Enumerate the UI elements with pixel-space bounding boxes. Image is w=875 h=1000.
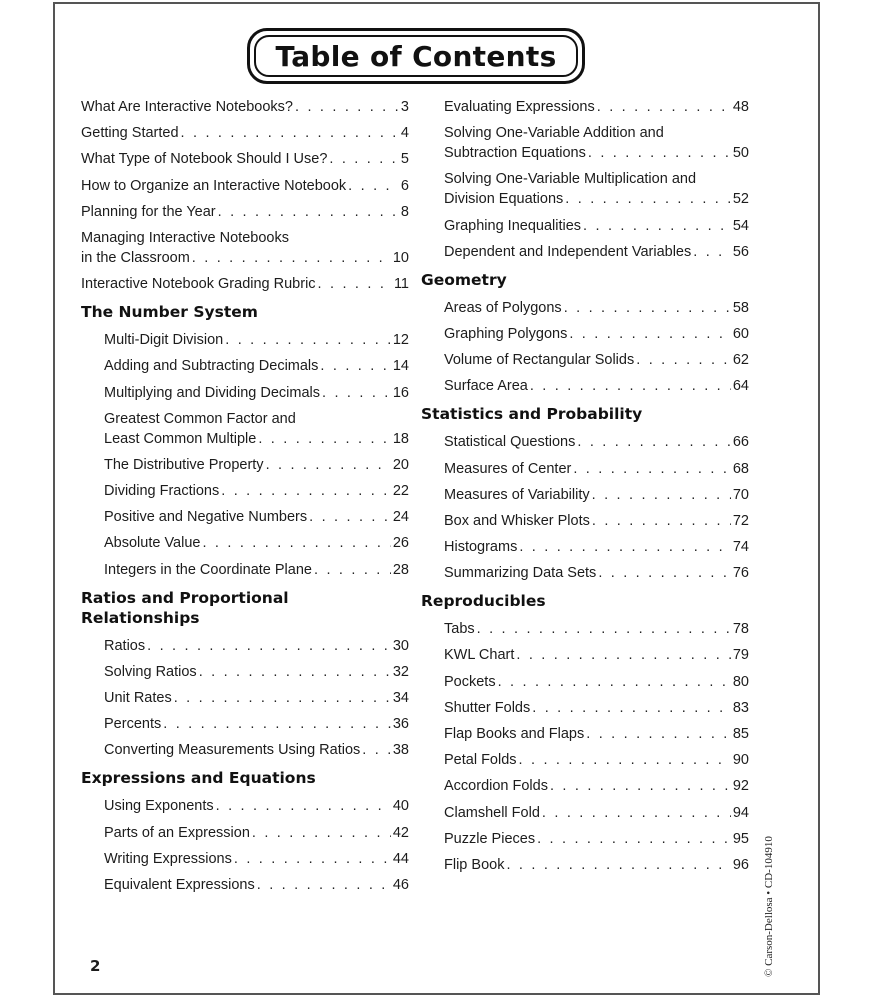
entry-title: Dividing Fractions bbox=[104, 483, 220, 500]
toc-entry[interactable] bbox=[444, 563, 749, 583]
dot-leader bbox=[362, 740, 391, 760]
dot-leader bbox=[693, 242, 731, 262]
dot-leader bbox=[532, 698, 731, 718]
dot-leader bbox=[565, 189, 731, 209]
toc-entry[interactable] bbox=[104, 849, 409, 869]
entry-title: Positive and Negative Numbers bbox=[104, 509, 308, 526]
toc-entry[interactable] bbox=[444, 672, 749, 692]
section-heading-geometry: Geometry bbox=[421, 270, 507, 289]
entry-page: 18 bbox=[392, 430, 409, 447]
entry-title-line1: Managing Interactive Notebooks bbox=[81, 229, 289, 246]
toc-entry[interactable] bbox=[104, 481, 409, 501]
entry-title-line1: Greatest Common Factor and bbox=[104, 410, 296, 427]
dot-leader bbox=[519, 750, 731, 770]
entry-page: 12 bbox=[392, 332, 409, 349]
section-heading-statistics: Statistics and Probability bbox=[421, 405, 643, 424]
toc-entry[interactable] bbox=[444, 242, 749, 262]
dot-leader bbox=[318, 274, 392, 294]
dot-leader bbox=[506, 855, 730, 875]
entry-title-line1: Solving One-Variable Multiplication and bbox=[444, 171, 697, 188]
entry-page: 48 bbox=[732, 99, 749, 115]
toc-entry[interactable] bbox=[444, 803, 749, 823]
dot-leader bbox=[147, 636, 391, 656]
dot-leader bbox=[477, 619, 731, 639]
toc-entry[interactable] bbox=[444, 324, 749, 344]
toc-entry[interactable] bbox=[104, 688, 409, 708]
toc-entry[interactable] bbox=[444, 459, 749, 479]
section-heading-line2: Relationships bbox=[81, 608, 200, 627]
entry-title: Histograms bbox=[444, 539, 518, 556]
dot-leader bbox=[348, 176, 399, 196]
entry-title: What Are Interactive Notebooks? bbox=[81, 99, 293, 115]
dot-leader bbox=[569, 324, 731, 344]
entry-title: Solving Ratios bbox=[104, 663, 197, 680]
entry-page: 14 bbox=[392, 358, 409, 375]
entry-page: 68 bbox=[732, 460, 749, 477]
toc-entry[interactable] bbox=[81, 149, 409, 169]
entry-title: Absolute Value bbox=[104, 535, 201, 552]
entry-page: 46 bbox=[392, 876, 409, 893]
toc-entry[interactable] bbox=[104, 455, 409, 475]
entry-title-line2: Division Equations bbox=[444, 191, 564, 208]
toc-entry[interactable] bbox=[104, 636, 409, 656]
entry-title: Measures of Variability bbox=[444, 486, 590, 503]
dot-leader bbox=[586, 724, 731, 744]
entry-page: 56 bbox=[732, 243, 749, 260]
entry-page: 34 bbox=[392, 690, 409, 706]
entry-page: 92 bbox=[732, 778, 749, 795]
toc-entry[interactable] bbox=[444, 169, 749, 209]
dot-leader bbox=[588, 143, 731, 163]
dot-leader bbox=[530, 376, 731, 396]
toc-entry[interactable] bbox=[444, 855, 749, 875]
entry-title: Statistical Questions bbox=[444, 434, 576, 451]
toc-entry[interactable] bbox=[81, 228, 409, 268]
entry-page: 32 bbox=[392, 663, 409, 680]
entry-page: 85 bbox=[732, 726, 749, 742]
section-heading-reproducibles: Reproducibles bbox=[421, 592, 546, 611]
entry-page: 70 bbox=[732, 486, 749, 503]
entry-title: Box and Whisker Plots bbox=[444, 512, 590, 529]
dot-leader bbox=[309, 507, 391, 527]
dot-leader bbox=[320, 356, 390, 376]
toc-entry[interactable] bbox=[444, 485, 749, 505]
entry-title: Unit Rates bbox=[104, 690, 172, 706]
dot-leader bbox=[181, 123, 399, 143]
section-heading-number-system: The Number System bbox=[81, 303, 258, 322]
entry-title-line1: Solving One-Variable Addition and bbox=[444, 125, 664, 142]
page-title: Table of Contents bbox=[275, 39, 557, 73]
toc-entry[interactable] bbox=[444, 750, 749, 770]
dot-leader bbox=[636, 350, 731, 370]
entry-title: Flap Books and Flaps bbox=[444, 726, 585, 742]
entry-page: 11 bbox=[393, 276, 409, 293]
entry-title: Parts of an Expression bbox=[104, 824, 250, 841]
entry-title: KWL Chart bbox=[444, 647, 515, 664]
entry-page: 58 bbox=[732, 299, 749, 316]
entry-title: Getting Started bbox=[81, 125, 179, 142]
dot-leader bbox=[537, 829, 731, 849]
dot-leader bbox=[322, 383, 391, 403]
toc-entry[interactable] bbox=[444, 97, 749, 117]
entry-page: 60 bbox=[732, 325, 749, 342]
entry-title: Integers in the Coordinate Plane bbox=[104, 561, 312, 578]
toc-entry[interactable] bbox=[104, 383, 409, 403]
entry-title: Graphing Inequalities bbox=[444, 217, 582, 234]
entry-page: 78 bbox=[732, 621, 749, 638]
toc-entry[interactable] bbox=[444, 619, 749, 639]
dot-leader bbox=[163, 714, 391, 734]
dot-leader bbox=[257, 875, 391, 895]
toc-entry[interactable] bbox=[444, 298, 749, 318]
toc-entry[interactable] bbox=[444, 776, 749, 796]
dot-leader bbox=[550, 776, 731, 796]
dot-leader bbox=[597, 97, 731, 117]
entry-title: Planning for the Year bbox=[81, 203, 216, 220]
section-heading-ratios bbox=[81, 588, 409, 628]
entry-page: 80 bbox=[732, 673, 749, 690]
dot-leader bbox=[266, 455, 391, 475]
section-heading-line1: Ratios and Proportional bbox=[81, 588, 289, 607]
toc-entry[interactable] bbox=[81, 202, 409, 222]
dot-leader bbox=[329, 149, 399, 169]
section-heading-expressions: Expressions and Equations bbox=[81, 769, 316, 788]
title-banner bbox=[247, 28, 585, 84]
toc-entry[interactable] bbox=[81, 123, 409, 143]
entry-page: 54 bbox=[732, 217, 749, 234]
dot-leader bbox=[592, 485, 731, 505]
entry-page: 52 bbox=[732, 191, 749, 208]
dot-leader bbox=[218, 202, 399, 222]
toc-entry[interactable] bbox=[104, 560, 409, 580]
toc-entry[interactable] bbox=[444, 432, 749, 452]
entry-title: Tabs bbox=[444, 621, 475, 638]
dot-leader bbox=[225, 330, 391, 350]
dot-leader bbox=[542, 803, 731, 823]
entry-title: Equivalent Expressions bbox=[104, 876, 255, 893]
entry-page: 95 bbox=[732, 830, 749, 847]
entry-title-line2: Subtraction Equations bbox=[444, 145, 586, 162]
title-banner-inner-border bbox=[254, 35, 578, 77]
entry-page: 6 bbox=[400, 177, 409, 194]
entry-title: The Distributive Property bbox=[104, 456, 264, 473]
dot-leader bbox=[498, 672, 731, 692]
entry-page: 40 bbox=[392, 798, 409, 815]
entry-page: 64 bbox=[732, 378, 749, 395]
entry-page: 26 bbox=[392, 535, 409, 552]
entry-title: Pockets bbox=[444, 673, 496, 690]
entry-page: 16 bbox=[392, 384, 409, 401]
toc-entry[interactable] bbox=[444, 645, 749, 665]
entry-page: 50 bbox=[732, 145, 749, 162]
entry-title: Surface Area bbox=[444, 378, 528, 395]
entry-title: Areas of Polygons bbox=[444, 299, 562, 316]
copyright-notice: © Carson-Dellosa • CD-104910 bbox=[763, 836, 775, 977]
dot-leader bbox=[598, 563, 731, 583]
toc-entry[interactable] bbox=[104, 714, 409, 734]
entry-page: 90 bbox=[732, 752, 749, 769]
entry-page: 72 bbox=[732, 512, 749, 529]
dot-leader bbox=[519, 537, 731, 557]
toc-entry[interactable] bbox=[104, 662, 409, 682]
toc-entry[interactable] bbox=[104, 330, 409, 350]
entry-title: Graphing Polygons bbox=[444, 325, 568, 342]
toc-entry[interactable] bbox=[444, 511, 749, 531]
toc-entry[interactable] bbox=[444, 376, 749, 396]
toc-left-column bbox=[81, 97, 409, 901]
toc-entry[interactable] bbox=[104, 507, 409, 527]
dot-leader bbox=[258, 429, 391, 449]
toc-entry[interactable] bbox=[444, 829, 749, 849]
dot-leader bbox=[199, 662, 391, 682]
entry-title: Ratios bbox=[104, 637, 146, 654]
dot-leader bbox=[295, 97, 399, 117]
entry-title: Clamshell Fold bbox=[444, 804, 540, 821]
entry-page: 62 bbox=[732, 352, 749, 369]
entry-page: 76 bbox=[732, 565, 749, 582]
toc-entry[interactable] bbox=[444, 216, 749, 236]
entry-page: 74 bbox=[732, 539, 749, 556]
entry-page: 94 bbox=[732, 804, 749, 821]
entry-page: 28 bbox=[392, 561, 409, 578]
entry-title-line2: Least Common Multiple bbox=[104, 430, 257, 447]
entry-page: 3 bbox=[400, 99, 409, 115]
entry-title: Shutter Folds bbox=[444, 699, 531, 716]
entry-page: 42 bbox=[392, 824, 409, 841]
entry-page: 30 bbox=[392, 637, 409, 654]
entry-page: 38 bbox=[392, 742, 409, 759]
toc-entry[interactable] bbox=[444, 123, 749, 163]
entry-title: Dependent and Independent Variables bbox=[444, 243, 692, 260]
entry-title: Percents bbox=[104, 716, 162, 733]
entry-page: 79 bbox=[732, 647, 749, 664]
page-number: 2 bbox=[90, 957, 101, 975]
entry-title: What Type of Notebook Should I Use? bbox=[81, 151, 328, 168]
entry-page: 20 bbox=[392, 456, 409, 473]
entry-page: 22 bbox=[392, 483, 409, 500]
dot-leader bbox=[234, 849, 391, 869]
entry-page: 66 bbox=[732, 434, 749, 451]
entry-page: 10 bbox=[392, 249, 409, 266]
toc-entry[interactable] bbox=[444, 537, 749, 557]
toc-entry[interactable] bbox=[104, 796, 409, 816]
dot-leader bbox=[516, 645, 730, 665]
toc-entry[interactable] bbox=[444, 350, 749, 370]
toc-entry[interactable] bbox=[104, 356, 409, 376]
toc-entry[interactable] bbox=[104, 533, 409, 553]
entry-title: Accordion Folds bbox=[444, 778, 548, 795]
entry-page: 4 bbox=[400, 125, 409, 142]
entry-title: Adding and Subtracting Decimals bbox=[104, 358, 319, 375]
entry-title: Evaluating Expressions bbox=[444, 99, 595, 115]
entry-title: How to Organize an Interactive Notebook bbox=[81, 177, 347, 194]
entry-title: Using Exponents bbox=[104, 798, 214, 815]
entry-title: Interactive Notebook Grading Rubric bbox=[81, 276, 316, 293]
entry-title: Volume of Rectangular Solids bbox=[444, 352, 635, 369]
toc-entry[interactable] bbox=[104, 740, 409, 760]
toc-entry[interactable] bbox=[104, 409, 409, 449]
entry-title: Converting Measurements Using Ratios bbox=[104, 742, 361, 759]
dot-leader bbox=[202, 533, 390, 553]
dot-leader bbox=[564, 298, 731, 318]
toc-entry[interactable] bbox=[444, 724, 749, 744]
entry-page: 5 bbox=[400, 151, 409, 168]
toc-entry[interactable] bbox=[81, 176, 409, 196]
dot-leader bbox=[174, 688, 391, 708]
dot-leader bbox=[573, 459, 731, 479]
dot-leader bbox=[583, 216, 731, 236]
dot-leader bbox=[314, 560, 391, 580]
toc-entry[interactable] bbox=[81, 274, 409, 294]
toc-entry[interactable] bbox=[104, 875, 409, 895]
entry-title: Measures of Center bbox=[444, 460, 572, 477]
entry-title-line2: in the Classroom bbox=[81, 249, 190, 266]
entry-title: Multi-Digit Division bbox=[104, 332, 224, 349]
dot-leader bbox=[577, 432, 730, 452]
toc-right-column bbox=[421, 97, 749, 881]
toc-entry[interactable] bbox=[81, 97, 409, 117]
entry-page: 44 bbox=[392, 850, 409, 867]
entry-title: Petal Folds bbox=[444, 752, 517, 769]
toc-entry[interactable] bbox=[104, 823, 409, 843]
entry-page: 96 bbox=[732, 856, 749, 873]
dot-leader bbox=[192, 248, 391, 268]
entry-title: Puzzle Pieces bbox=[444, 830, 536, 847]
dot-leader bbox=[216, 796, 391, 816]
entry-title: Writing Expressions bbox=[104, 850, 232, 867]
entry-title: Summarizing Data Sets bbox=[444, 565, 597, 582]
dot-leader bbox=[592, 511, 731, 531]
dot-leader bbox=[221, 481, 391, 501]
entry-page: 8 bbox=[400, 203, 409, 220]
dot-leader bbox=[252, 823, 391, 843]
entry-page: 24 bbox=[392, 509, 409, 526]
toc-entry[interactable] bbox=[444, 698, 749, 718]
entry-page: 83 bbox=[732, 699, 749, 716]
entry-page: 36 bbox=[392, 716, 409, 733]
entry-title: Multiplying and Dividing Decimals bbox=[104, 384, 320, 401]
entry-title: Flip Book bbox=[444, 856, 505, 873]
